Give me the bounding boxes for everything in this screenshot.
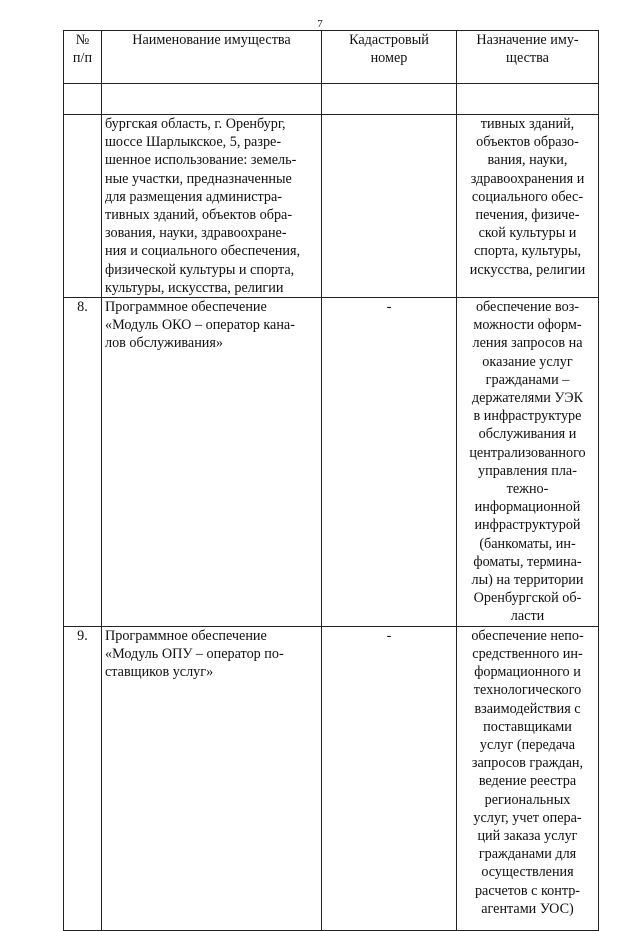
header-purpose: Назначение иму- щества	[457, 31, 599, 84]
page-number: 7	[317, 18, 323, 30]
row-cadastral	[322, 626, 457, 930]
row-purpose: обеспечение воз- можности оформ- ления запросов на оказание услуг гражданами – держателями УЭК в инфраструктуре обслуживания и централизованного управления пла- тежно- информационной инфраструктурой (банкоматы, ин- фоматы, термина- лы) на территории Оренбургской об- ласти	[457, 298, 599, 627]
row-num: 8.	[64, 298, 102, 627]
row-num: 9.	[64, 626, 102, 930]
row-cadastral	[322, 115, 457, 298]
row-name: Программное обеспечение «Модуль ОКО – оператор кана- лов обслуживания»	[102, 298, 322, 627]
property-table	[63, 30, 599, 931]
table-row	[64, 626, 599, 930]
gap-cell	[457, 84, 599, 115]
header-name: Наименование имущества	[102, 31, 322, 84]
row-name: Программное обеспечение «Модуль ОПУ – оператор по- ставщиков услуг»	[102, 626, 322, 930]
gap-cell	[322, 84, 457, 115]
row-num	[64, 115, 102, 298]
cadastral-dash: -	[386, 299, 392, 316]
table-row-gap	[64, 84, 599, 115]
cadastral-dash: -	[386, 627, 392, 644]
table-row	[64, 115, 599, 298]
row-purpose: тивных зданий, объектов образо- вания, науки, здравоохранения и социального обес- печения, физиче- ской культуры и спорта, культуры, искусства, религии	[457, 115, 599, 298]
header-cadastral: Кадастровый номер	[322, 31, 457, 84]
table-row	[64, 298, 599, 627]
row-name: бургская область, г. Оренбург, шоссе Шарлыкское, 5, разре- шенное использование: земель- ные участки, предназначенные для размещения администра- тивных зданий, объектов обра- зования, науки, здравоохране- ния и социального обеспечения, физической культуры и спорта, культуры, искусства, религии	[102, 115, 322, 298]
gap-cell	[102, 84, 322, 115]
row-cadastral	[322, 298, 457, 627]
row-purpose: обеспечение непо- средственного ин- формационного и технологического взаимодействия с поставщиками услуг (передача запросов граждан, ведение реестра региональных услуг, учет опера- ций заказа услуг гражданами для осуществления расчетов с контр- агентами УОС)	[457, 626, 599, 930]
header-num: № п/п	[64, 31, 102, 84]
gap-cell	[64, 84, 102, 115]
table-header-row	[64, 31, 599, 84]
